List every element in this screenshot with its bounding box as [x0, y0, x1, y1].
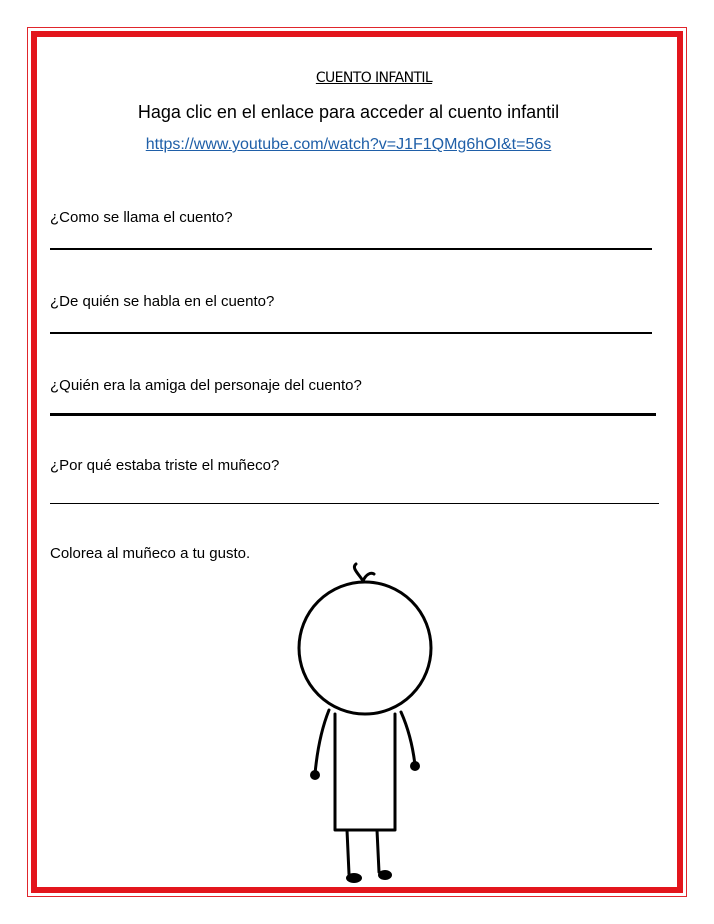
doll-left-hand	[310, 770, 320, 780]
question-4: ¿Por qué estaba triste el muñeco?	[50, 457, 280, 474]
doll-left-leg	[347, 830, 349, 874]
doll-hair-right	[363, 573, 374, 581]
question-2: ¿De quién se habla en el cuento?	[50, 293, 275, 310]
answer-line-1[interactable]	[50, 248, 652, 250]
doll-right-hand	[410, 761, 420, 771]
question-1: ¿Como se llama el cuento?	[50, 209, 233, 226]
doll-right-arm	[401, 712, 415, 765]
question-3: ¿Quién era la amiga del personaje del cuento?	[50, 377, 362, 394]
doll-left-foot	[346, 873, 362, 883]
doll-drawing	[285, 562, 445, 892]
worksheet-instruction: Haga clic en el enlace para acceder al cuento infantil	[137, 102, 560, 122]
doll-left-arm	[315, 710, 329, 774]
doll-right-foot	[378, 870, 392, 880]
doll-right-leg	[377, 830, 379, 872]
answer-line-2[interactable]	[50, 332, 652, 334]
answer-line-4[interactable]	[50, 503, 659, 504]
answer-line-3[interactable]	[50, 413, 656, 416]
worksheet-title: CUENTO INFANTIL	[315, 70, 433, 86]
doll-hair-left	[354, 564, 363, 581]
doll-head	[299, 582, 431, 714]
doll-body	[335, 714, 395, 830]
story-link[interactable]: https://www.youtube.com/watch?v=J1F1QMg6hOI&t=56s	[145, 136, 552, 153]
coloring-prompt: Colorea al muñeco a tu gusto.	[50, 545, 251, 562]
